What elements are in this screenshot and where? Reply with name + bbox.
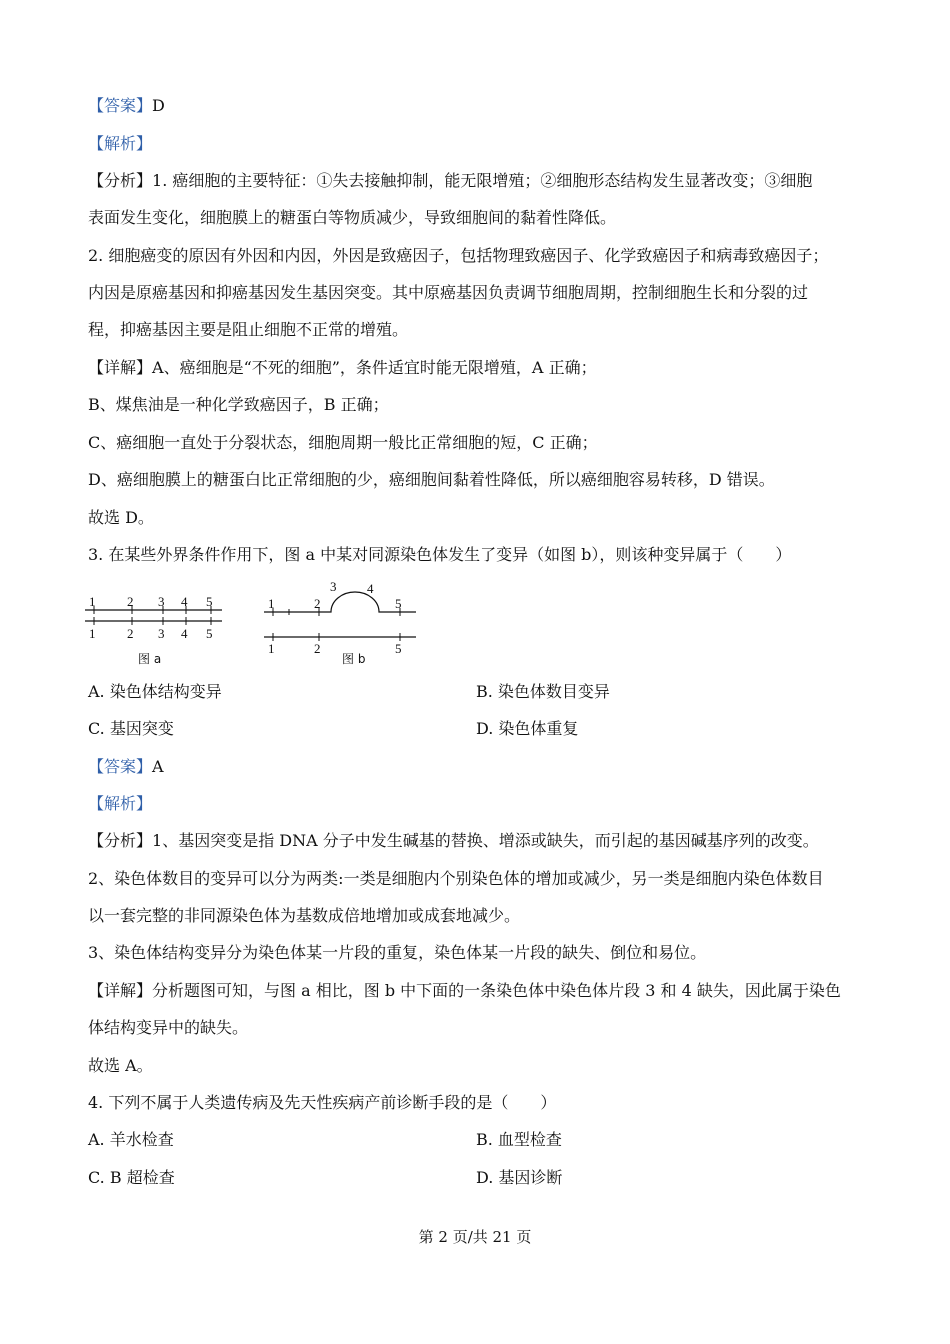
answer-tag: 【答案】 [88, 757, 153, 776]
q4-option-d: D. 基因诊断 [476, 1168, 563, 1187]
fenxi-tag: 【分析】 [88, 171, 153, 190]
analysis-tag: 【解析】 [88, 794, 153, 813]
q4-option-c: C. B 超检查 [88, 1168, 175, 1187]
answer-value: A [152, 757, 164, 776]
figure-b [258, 575, 423, 670]
q3-detail-line1 [88, 981, 841, 1001]
fig-b-top-label-1: 1 [268, 596, 275, 611]
fig-b-top-label-2: 2 [314, 596, 321, 611]
q2-fenxi-line1 [88, 171, 812, 191]
q3-fenxi-line4: 3、染色体结构变异分为染色体某一片段的重复，染色体某一片段的缺失、倒位和易位。 [88, 943, 707, 962]
fig-b-top-label-4: 4 [367, 581, 374, 596]
fig-a-bottom-label-3: 3 [158, 626, 165, 641]
q2-fenxi-line3: 2. 细胞癌变的原因有外因和内因，外因是致癌因子，包括物理致癌因子、化学致癌因子和病毒致癌因子； [88, 246, 829, 265]
q3-fenxi-line1 [88, 831, 819, 851]
fig-a-bottom-label-1: 1 [89, 626, 96, 641]
q3-option-b: B. 染色体数目变异 [476, 682, 610, 701]
chromosome-b-top-loop [264, 592, 416, 612]
fig-b-bottom-label-5: 5 [395, 641, 402, 656]
answer-value: D [152, 96, 165, 115]
q2-answer-line [88, 96, 165, 116]
fenxi-text: 1. 癌细胞的主要特征：①失去接触抑制，能无限增殖；②细胞形态结构发生显著改变；③细胞 [152, 171, 813, 190]
q2-detail-line2: B、煤焦油是一种化学致癌因子，B 正确； [88, 395, 389, 414]
q2-conclusion: 故选 D。 [88, 508, 154, 527]
q4-stem: 4. 下列不属于人类遗传病及先天性疾病产前诊断手段的是（ ） [88, 1093, 557, 1112]
q4-option-b: B. 血型检查 [476, 1130, 562, 1149]
fig-a-top-label-4: 4 [181, 594, 188, 609]
fig-a-bottom-label-4: 4 [181, 626, 188, 641]
q3-fenxi-line2: 2、染色体数目的变异可以分为两类:一类是细胞内个别染色体的增加或减少，另一类是细胞内染色体数目 [88, 869, 824, 888]
detail-text: 分析题图可知，与图 a 相比，图 b 中下面的一条染色体中染色体片段 3 和 4 缺失，因此属于染色 [152, 981, 841, 1000]
q3-answer-line [88, 757, 164, 777]
fig-b-top-label-3: 3 [330, 579, 337, 594]
q3-option-a: A. 染色体结构变异 [88, 682, 222, 701]
q2-detail-line1 [88, 358, 597, 378]
q3-fenxi-line3: 以一套完整的非同源染色体为基数成倍地增加或成套地减少。 [88, 906, 521, 925]
fig-a-bottom-label-5: 5 [206, 626, 213, 641]
q3-stem: 3. 在某些外界条件作用下，图 a 中某对同源染色体发生了变异（如图 b），则该种变异属于（ ） [88, 545, 792, 564]
fig-a-bottom-label-2: 2 [127, 626, 134, 641]
q3-analysis-tag [88, 794, 152, 814]
q2-fenxi-line5: 程，抑癌基因主要是阻止细胞不正常的增殖。 [88, 320, 409, 339]
q2-analysis-tag [88, 134, 152, 154]
fig-b-bottom-label-2: 2 [314, 641, 321, 656]
fig-a-top-label-5: 5 [206, 594, 213, 609]
fig-a-top-label-2: 2 [127, 594, 134, 609]
answer-tag: 【答案】 [88, 96, 153, 115]
q2-fenxi-line4: 内因是原癌基因和抑癌基因发生基因突变。其中原癌基因负责调节细胞周期，控制细胞生长和分裂的过 [88, 283, 809, 302]
fig-a-caption: 图 a [138, 652, 162, 666]
q2-fenxi-line2: 表面发生变化，细胞膜上的糖蛋白等物质减少，导致细胞间的黏着性降低。 [88, 208, 617, 227]
figure-a [80, 575, 230, 670]
detail-tag: 【详解】 [88, 358, 153, 377]
q3-detail-line2: 体结构变异中的缺失。 [88, 1018, 249, 1037]
fig-b-top-label-5: 5 [395, 596, 402, 611]
fig-b-caption: 图 b [342, 652, 366, 666]
fig-a-top-label-3: 3 [158, 594, 165, 609]
q3-conclusion: 故选 A。 [88, 1056, 153, 1075]
analysis-tag: 【解析】 [88, 134, 153, 153]
q2-detail-line3: C、癌细胞一直处于分裂状态，细胞周期一般比正常细胞的短，C 正确； [88, 433, 598, 452]
q4-option-a: A. 羊水检查 [88, 1130, 174, 1149]
q3-option-c: C. 基因突变 [88, 719, 174, 738]
detail-text: A、癌细胞是“不死的细胞”，条件适宜时能无限增殖，A 正确； [152, 358, 597, 377]
q2-detail-line4: D、癌细胞膜上的糖蛋白比正常细胞的少，癌细胞间黏着性降低，所以癌细胞容易转移，D 错误。 [88, 470, 775, 489]
page-footer: 第 2 页/共 21 页 [418, 1228, 532, 1246]
fig-a-top-label-1: 1 [89, 594, 96, 609]
fig-b-bottom-label-1: 1 [268, 641, 275, 656]
fenxi-tag: 【分析】 [88, 831, 153, 850]
q3-option-d: D. 染色体重复 [476, 719, 579, 738]
detail-tag: 【详解】 [88, 981, 153, 1000]
fenxi-text: 1、基因突变是指 DNA 分子中发生碱基的替换、增添或缺失，而引起的基因碱基序列的改变。 [152, 831, 819, 850]
